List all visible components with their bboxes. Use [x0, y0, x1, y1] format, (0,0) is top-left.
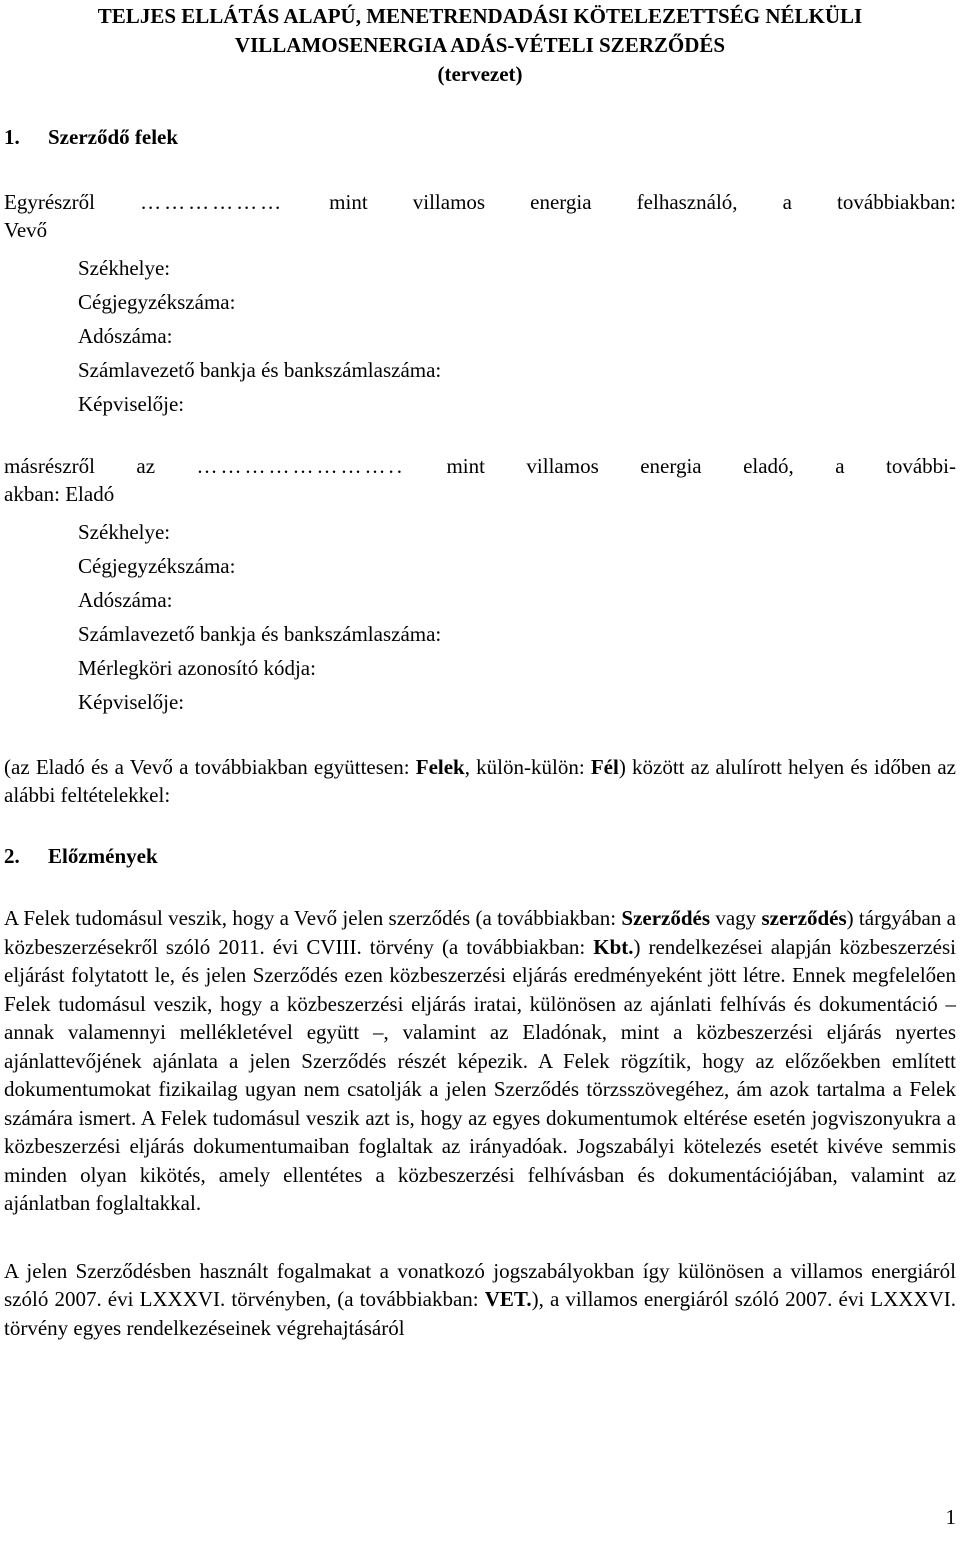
buyer-name-placeholder: ………………	[140, 189, 285, 214]
defined-term-szerzodes-lower: szerződés	[761, 906, 847, 930]
section-1-title: Szerződő felek	[48, 125, 179, 149]
buyer-field-company-reg: Cégjegyzékszáma:	[78, 289, 236, 314]
buyer-field-tax-number: Adószáma:	[78, 323, 173, 348]
title-line-1: TELJES ELLÁTÁS ALAPÚ, MENETRENDADÁSI KÖTELEZETTSÉG NÉLKÜLI	[97, 4, 863, 28]
buyer-intro-line-1: Egyrészről ……………… mint villamos energia felhasználó, a továbbiakban:	[4, 189, 957, 214]
defined-term-vet: VET.	[484, 1287, 532, 1311]
section-1-number: 1.	[4, 125, 20, 149]
seller-fields	[78, 515, 956, 719]
defined-term-felek: Felek	[415, 754, 465, 779]
defined-term-fel: Fél	[590, 754, 619, 779]
seller-field-representative: Képviselője:	[78, 689, 185, 714]
buyer-fields	[78, 251, 956, 421]
buyer-intro	[4, 188, 956, 245]
seller-field-balance-group-code: Mérlegköri azonosító kódja:	[78, 655, 316, 680]
document-page	[4, 0, 956, 1342]
section-2-heading	[4, 842, 956, 871]
defined-term-kbt: Kbt.	[593, 934, 634, 959]
parties-closing-paragraph: (az Eladó és a Vevő a továbbiakban együttesen: Felek, külön-külön: Fél) között az alulírott helyen és időben az alábbi feltételekkel:	[4, 754, 956, 807]
seller-field-seat: Székhelye:	[78, 519, 171, 544]
buyer-field-representative: Képviselője:	[78, 391, 185, 416]
title-line-3: (tervezet)	[437, 62, 523, 86]
seller-field-bank: Számlavezető bankja és bankszámlaszáma:	[78, 621, 442, 646]
seller-intro-line-1: másrészről az …………………….. mint villamos energia eladó, a további-	[4, 453, 956, 478]
section-2-title: Előzmények	[48, 843, 158, 868]
seller-intro	[4, 452, 956, 509]
section-1-heading	[4, 123, 956, 152]
document-title	[4, 2, 956, 89]
page-number: 1	[945, 1505, 956, 1529]
background-paragraph-2: A jelen Szerződésben használt fogalmakat a vonatkozó jogszabályokban így különösen a villamos energiáról szóló 2007. évi LXXXVI. törvényben, (a továbbiakban: VET.), a villamos energiáról szóló 2007. évi LXXXVI. törvény egyes rendelkezéseinek végrehajtásáról	[4, 1258, 956, 1340]
buyer-intro-line-2: Vevő	[4, 218, 48, 242]
buyer-field-bank: Számlavezető bankja és bankszámlaszáma:	[78, 357, 442, 382]
buyer-field-seat: Székhelye:	[78, 255, 171, 280]
seller-field-tax-number: Adószáma:	[78, 587, 173, 612]
section-2-number: 2.	[4, 843, 20, 868]
title-line-2: VILLAMOSENERGIA ADÁS-VÉTELI SZERZŐDÉS	[234, 33, 726, 57]
seller-field-company-reg: Cégjegyzékszáma:	[78, 553, 236, 578]
defined-term-szerzodes: Szerződés	[621, 906, 711, 930]
seller-name-placeholder: ……………………..	[196, 453, 406, 478]
background-paragraph-1: A Felek tudomásul veszik, hogy a Vevő jelen szerződés (a továbbiakban: Szerződés vagy szerződés) tárgyában a közbeszerzésekről szóló 2011. évi CVIII. törvény (a továbbiakban: Kbt.) rendelkezései alapján közbeszerzési eljárást folytatott le, és jelen Szerződés ezen közbeszerzési eljárás eredményeként jött létre. Ennek megfelelően Felek tudomásul veszik, hogy a közbeszerzési eljárás iratai, különösen az ajánlati felhívás és dokumentáció – annak valamennyi mellékletével együtt –, valamint az Eladónak, mint a közbeszerzési eljárás nyertes ajánlattevőjének ajánlata a jelen Szerződés részét képezik. A Felek rögzítik, hogy az előzőekben említett dokumentumokat fizikailag ugyan nem csatolják a jelen Szerződés törzsszövegéhez, ám azok tartalma a Felek számára ismert. A Felek tudomásul veszik azt is, hogy az egyes dokumentumok eltérése esetén jogviszonyukra a közbeszerzési eljárás dokumentumaiban foglaltak az irányadóak. Jogszabályi kötelezés esetét kivéve semmis minden olyan kikötés, amely ellentétes a közbeszerzési felhívásban és dokumentációjában, valamint az ajánlatban foglaltakkal.	[4, 906, 956, 1215]
seller-intro-line-2: akban: Eladó	[4, 482, 115, 506]
